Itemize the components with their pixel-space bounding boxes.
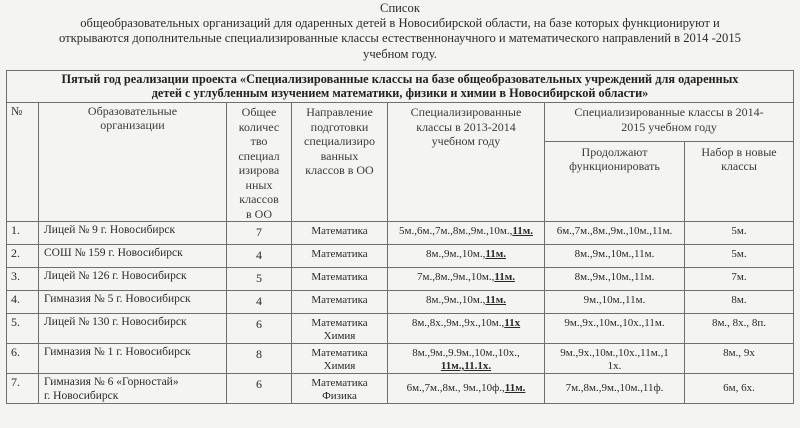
row-org: СОШ № 159 г. Новосибирск	[39, 245, 227, 268]
col-header-direction-line: ванных	[320, 148, 359, 163]
table-row	[7, 374, 794, 404]
row-2013	[388, 291, 545, 314]
project-title	[7, 71, 794, 103]
row-org-line-2: г. Новосибирск	[44, 389, 119, 402]
row-continue-text: 8м.,9м.,10м.,11м.	[574, 248, 655, 260]
schools-table-container	[6, 70, 793, 428]
row-new: 5м.	[685, 222, 794, 245]
col-header-direction-line: классов в ОО	[305, 163, 374, 177]
row-continue-text: 9м.,9х.,10м.,10х.,11м.,1	[560, 347, 669, 359]
row-continue-text: 8м.,9м.,10м.,11м.	[574, 271, 655, 283]
col-header-new	[685, 141, 794, 221]
col-header-direction-line: подготовки	[310, 119, 369, 134]
row-2013	[388, 344, 545, 374]
row-new: 7м.	[685, 268, 794, 291]
row-direction	[292, 291, 388, 314]
row-continue	[545, 222, 685, 245]
row-count: 7	[227, 222, 292, 245]
row-continue-text: 9м.,10м.,11м.	[583, 294, 646, 306]
row-num: 4.	[7, 291, 39, 314]
row-direction-1: Математика	[311, 271, 368, 283]
row-count: 6	[227, 374, 292, 404]
row-2013-new: 11х	[504, 317, 521, 329]
row-org: Гимназия № 5 г. Новосибирск	[39, 291, 227, 314]
header-row	[7, 103, 794, 142]
row-2013-text: 8м.,9м.,10м.,	[425, 294, 486, 306]
row-continue	[545, 374, 685, 404]
row-2013	[388, 374, 545, 404]
col-header-count-line: количес	[238, 119, 280, 134]
project-title-line-1: Пятый год реализации проекта «Специализированные классы на базе общеобразовательных учреждений для одаренных	[61, 72, 739, 86]
row-direction	[292, 344, 388, 374]
col-header-direction	[292, 103, 388, 222]
row-continue	[545, 245, 685, 268]
row-direction-1: Математика	[311, 294, 368, 306]
col-header-count-line: тво	[250, 134, 268, 148]
row-direction-2: Химия	[323, 330, 356, 342]
col-header-2013	[388, 103, 545, 222]
row-continue	[545, 268, 685, 291]
heading-title: Список	[380, 1, 420, 15]
row-2013-new: 11м.	[512, 225, 533, 237]
row-new: 5м.	[685, 245, 794, 268]
row-direction-1: Математика	[311, 377, 368, 389]
row-continue	[545, 291, 685, 314]
col-header-2014	[545, 103, 794, 142]
row-org: Лицей № 9 г. Новосибирск	[39, 222, 227, 245]
col-header-num: №	[7, 103, 39, 222]
table-row	[7, 222, 794, 245]
table-row	[7, 344, 794, 374]
row-2013-new: 11м.	[504, 382, 526, 394]
col-header-org-line-2: организации	[100, 117, 165, 132]
row-2013-new: 11м.	[485, 294, 507, 306]
row-num: 6.	[7, 344, 39, 374]
row-num: 1.	[7, 222, 39, 245]
col-header-2014-line: 2015 учебном году	[621, 119, 717, 134]
row-count: 4	[227, 291, 292, 314]
col-header-direction-line: Направление	[306, 105, 373, 119]
row-2013	[388, 222, 545, 245]
row-direction-1: Математика	[311, 225, 368, 237]
row-direction	[292, 245, 388, 268]
row-count: 8	[227, 344, 292, 374]
col-header-continue-line: Продолжают	[581, 144, 648, 159]
col-header-count-line: в ОО	[246, 206, 272, 221]
row-continue-text: 6м.,7м.,8м.,9м.,10м.,11м.	[556, 225, 673, 237]
row-2013-new: 11м.	[485, 248, 507, 260]
row-2013-text: 5м.,6м.,7м.,8м.,9м.,10м.,	[399, 225, 513, 237]
row-direction	[292, 222, 388, 245]
row-num: 7.	[7, 374, 39, 404]
row-org: Лицей № 130 г. Новосибирск	[39, 314, 227, 344]
row-new: 6м, 6х.	[685, 374, 794, 404]
row-2013-text: 8м.,9м.,9.9м.,10м.,10х.,	[412, 347, 520, 359]
col-header-new-line: Набор в новые	[701, 144, 777, 159]
col-header-continue-line: функционировать	[569, 159, 660, 174]
row-count: 5	[227, 268, 292, 291]
row-2013-text: 8м.,9м.,10м.,	[425, 248, 486, 260]
row-continue	[545, 344, 685, 374]
col-header-count-line: классов	[239, 192, 279, 206]
row-num: 3.	[7, 268, 39, 291]
row-org	[39, 374, 227, 404]
row-direction-1: Математика	[311, 347, 368, 359]
row-direction	[292, 374, 388, 404]
project-title-row	[7, 71, 794, 103]
row-org-line-1: Гимназия № 6 «Горностай»	[44, 376, 179, 388]
col-header-org-line-1: Образовательные	[87, 104, 178, 118]
heading-line-2: общеобразовательных организаций для одаренных детей в Новосибирской области, на базе которых функционируют и	[80, 16, 720, 31]
row-org: Лицей № 126 г. Новосибирск	[39, 268, 227, 291]
col-header-count	[227, 103, 292, 222]
row-direction-2: Химия	[323, 360, 356, 372]
col-header-2013-line: классы в 2013-2014	[416, 119, 516, 134]
row-2013-text: 7м.,8м.,9м.,10м.,	[417, 271, 495, 283]
col-header-new-line: классы	[721, 159, 757, 174]
table-row	[7, 314, 794, 344]
row-new: 8м., 9х	[685, 344, 794, 374]
schools-table	[6, 70, 794, 404]
row-num: 5.	[7, 314, 39, 344]
row-direction	[292, 314, 388, 344]
row-direction-2: Физика	[322, 390, 357, 402]
col-header-count-line: Общее	[241, 105, 277, 119]
row-continue-text-2: 1х.	[607, 360, 622, 372]
heading-line-3: открываются дополнительные специализированные классы естественнонаучного и математического направлений в 2014 -2015	[59, 31, 741, 46]
row-2013	[388, 268, 545, 291]
row-direction-1: Математика	[311, 248, 368, 260]
project-title-line-2: детей с углубленным изучением математики, физики и химии в Новосибирской области»	[151, 86, 649, 100]
row-direction	[292, 268, 388, 291]
row-count: 6	[227, 314, 292, 344]
row-count: 4	[227, 245, 292, 268]
table-row	[7, 291, 794, 314]
row-2013-text: 6м.,7м.,8м., 9м.,10ф.,	[406, 382, 505, 394]
row-2013-new: 11м.,11.1х.	[440, 360, 492, 372]
col-header-direction-line: специализиро	[304, 134, 375, 148]
col-header-count-line: специал	[238, 148, 280, 163]
row-num: 2.	[7, 245, 39, 268]
col-header-continue	[545, 141, 685, 221]
row-continue	[545, 314, 685, 344]
row-continue-text: 7м.,8м.,9м.,10м.,11ф.	[565, 382, 664, 394]
row-continue-text: 9м.,9х.,10м.,10х.,11м.	[564, 317, 665, 329]
table-row	[7, 245, 794, 268]
row-2013-text: 8м.,8х.,9м.,9х.,10м.,	[411, 317, 505, 329]
table-row	[7, 268, 794, 291]
row-2013	[388, 314, 545, 344]
col-header-2013-line: учебном году	[431, 134, 501, 148]
col-header-count-line: изирова	[238, 163, 280, 177]
row-new: 8м., 8х., 8п.	[685, 314, 794, 344]
col-header-count-line: нных	[245, 177, 273, 192]
heading-line-4: учебном году.	[363, 46, 437, 61]
row-2013	[388, 245, 545, 268]
document-heading	[0, 1, 800, 62]
row-direction-1: Математика	[311, 317, 368, 329]
col-header-2014-line: Специализированные классы в 2014-	[574, 105, 764, 119]
col-header-org	[39, 103, 227, 222]
row-2013-new: 11м.	[494, 271, 515, 283]
row-org: Гимназия № 1 г. Новосибирск	[39, 344, 227, 374]
row-new: 8м.	[685, 291, 794, 314]
col-header-2013-line: Специализированные	[410, 105, 522, 119]
